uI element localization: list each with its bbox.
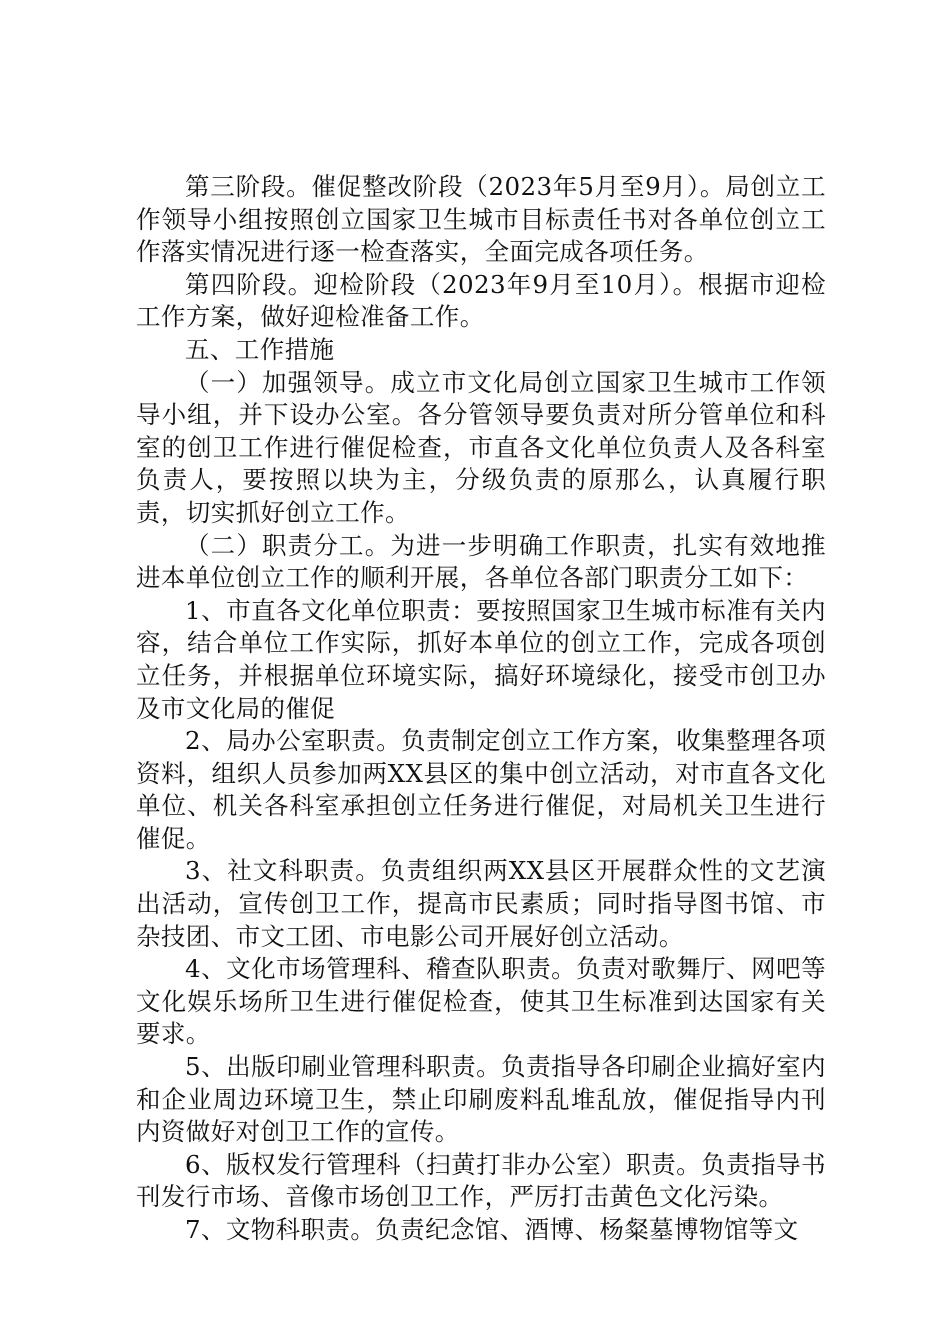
list-item-duty-1: 1、市直各文化单位职责：要按照国家卫生城市标准有关内容，结合单位工作实际，抓好本单位的创立工作，完成各项创立任务，并根据单位环境实际，搞好环境绿化，接受市创卫办及市文化局的催促 (136, 595, 826, 723)
list-item-duty-5: 5、出版印刷业管理科职责。负责指导各印刷企业搞好室内和企业周边环境卫生，禁止印刷废料乱堆乱放，催促指导内刊内资做好对创卫工作的宣传。 (136, 1052, 826, 1147)
paragraph-division-of-duties: （二）职责分工。为进一步明确工作职责，扎实有效地推进本单位创立工作的顺利开展，各单位各部门职责分工如下： (136, 530, 826, 593)
list-item-duty-7: 7、文物科职责。负责纪念馆、酒博、杨粲墓博物馆等文 (185, 1215, 799, 1244)
section-heading-work-measures: 五、工作措施 (185, 334, 335, 364)
list-item-duty-2: 2、局办公室职责。负责制定创立工作方案，收集整理各项资料，组织人员参加两XX县区的集中创立活动，对市直各文化单位、机关各科室承担创立任务进行催促，对局机关卫生进行催促。 (136, 726, 826, 853)
document-body (136, 171, 826, 1247)
list-item-duty-6: 6、版权发行管理科（扫黄打非办公室）职责。负责指导书刊发行市场、音像市场创卫工作，严厉打击黄色文化污染。 (136, 1149, 826, 1212)
list-item-duty-4: 4、文化市场管理科、稽查队职责。负责对歌舞厅、网吧等文化娱乐场所卫生进行催促检查，使其卫生标准到达国家有关要求。 (136, 954, 826, 1049)
paragraph-strengthen-leadership: （一）加强领导。成立市文化局创立国家卫生城市工作领导小组，并下设办公室。各分管领导要负责对所分管单位和科室的创卫工作进行催促检查，市直各文化单位负责人及各科室负责人，要按照以块为主，分级负责的原那么，认真履行职责，切实抓好创立工作。 (136, 367, 826, 527)
list-item-duty-3: 3、社文科职责。负责组织两XX县区开展群众性的文艺演出活动，宣传创卫工作，提高市民素质；同时指导图书馆、市杂技团、市文工团、市电影公司开展好创立活动。 (136, 856, 826, 951)
paragraph-stage-four: 第四阶段。迎检阶段（2023年9月至10月）。根据市迎检工作方案，做好迎检准备工作。 (136, 269, 826, 332)
paragraph-stage-three: 第三阶段。催促整改阶段（2023年5月至9月）。局创立工作领导小组按照创立国家卫生城市目标责任书对各单位创立工作落实情况进行逐一检查落实，全面完成各项任务。 (136, 172, 826, 267)
